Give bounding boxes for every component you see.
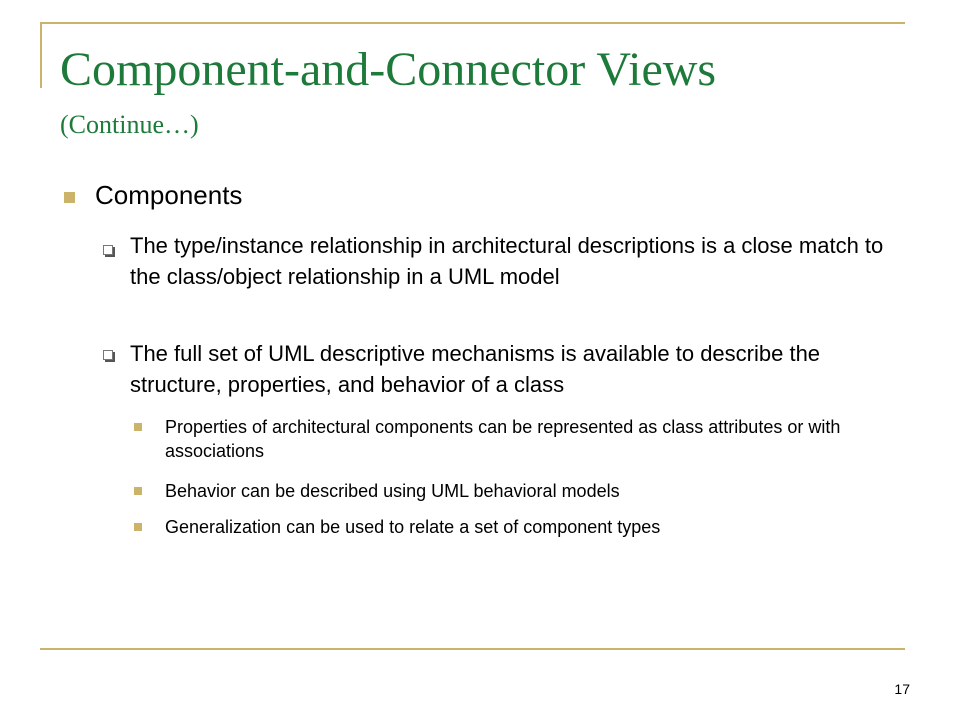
sub-bullet-type-instance: The type/instance relationship in architectural descriptions is a close match to the class/object relationship in a UML model (130, 233, 884, 289)
square-bullet-icon (134, 423, 142, 431)
detail-bullet-properties: Properties of architectural components can be represented as class attributes or with associations (165, 417, 841, 461)
checkbox-bullet-icon (103, 350, 113, 360)
bullet-heading-components: Components (95, 180, 243, 210)
page-number: 17 (894, 681, 910, 697)
slide-title: Component-and-Connector Views (60, 43, 717, 96)
bottom-divider (40, 648, 905, 650)
square-bullet-icon (134, 523, 142, 531)
sub-bullet-uml-mechanisms: The full set of UML descriptive mechanisms is available to describe the structure, properties, and behavior of a class (130, 341, 821, 397)
checkbox-bullet-icon (103, 245, 113, 255)
top-divider (40, 22, 905, 24)
square-bullet-icon (64, 192, 75, 203)
square-bullet-icon (134, 487, 142, 495)
slide-subtitle: (Continue…) (60, 110, 199, 139)
detail-bullet-generalization: Generalization can be used to relate a set of component types (165, 517, 661, 537)
detail-bullet-behavior: Behavior can be described using UML behavioral models (165, 481, 620, 501)
left-divider (40, 22, 42, 88)
